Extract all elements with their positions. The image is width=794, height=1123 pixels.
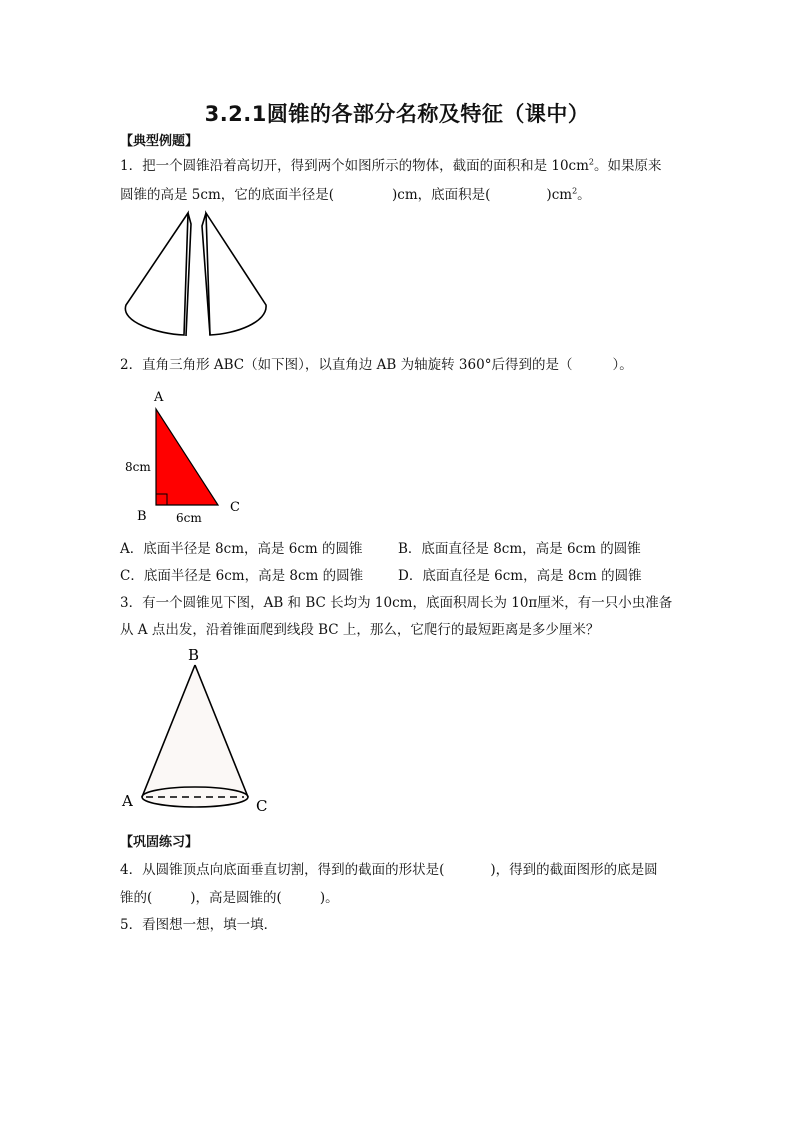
q4-text-height: )，高是圆锥的( (190, 890, 282, 906)
q2-option-c[interactable]: C．底面半径是 6cm，高是 8cm 的圆锥 (120, 568, 364, 584)
q3-cone-figure (118, 645, 278, 820)
label-b: B (137, 509, 147, 524)
right-half-cone (206, 213, 266, 335)
q5-line-1: 5．看图想一想，填一填． (120, 917, 278, 933)
label-c: C (256, 797, 268, 815)
left-half-cone (125, 213, 188, 335)
right-triangle-abc (156, 409, 218, 505)
label-side-bc: 6cm (176, 511, 202, 525)
q2-option-b[interactable]: B．底面直径是 8cm，高是 6cm 的圆锥 (398, 541, 641, 557)
q1-text-unit: )cm (546, 187, 573, 203)
q4-text: 4．从圆锥顶点向底面垂直切割，得到的截面的形状是( (120, 862, 445, 878)
q3-line-1: 3．有一个圆锥见下图，AB 和 BC 长均为 10cm，底面积周长为 10π厘米，有一只小虫准备 (120, 595, 673, 611)
q4-line-1 (120, 858, 658, 878)
q1-half-cones-figure (118, 210, 278, 338)
label-b: B (188, 646, 200, 664)
q4-text-end: )。 (319, 890, 339, 906)
q2-option-a[interactable]: A．底面半径是 8cm，高是 6cm 的圆锥 (120, 541, 363, 557)
q2-text: 2．直角三角形 ABC（如下图），以直角边 AB 为轴旋转 360°后得到的是（ (120, 357, 573, 373)
q4-text-mid: )，得到的截面图形的底是圆 (490, 862, 658, 878)
label-c: C (230, 500, 240, 515)
q1-text-area: )cm，底面积是( (392, 187, 491, 203)
q1-line-1 (120, 154, 662, 174)
q4-text-base: 锥的( (120, 890, 153, 906)
label-a: A (122, 792, 133, 810)
q1-text-end: 。如果原来 (594, 158, 662, 174)
q1-unit-superscript: 2 (572, 186, 578, 196)
q1-superscript: 2 (588, 157, 595, 167)
q1-text-period: 。 (577, 187, 591, 203)
q3-line-2: 从 A 点出发，沿着锥面爬到线段 BC 上，那么，它爬行的最短距离是多少厘米？ (120, 622, 600, 638)
page-title: 3.2.1圆锥的各部分名称及特征（课中） (204, 102, 590, 126)
q2-option-d[interactable]: D．底面直径是 6cm，高是 8cm 的圆锥 (398, 568, 642, 584)
q2-triangle-figure (120, 385, 260, 530)
q1-text: 1．把一个圆锥沿着高切开，得到两个如图所示的物体，截面的面积和是 10cm (120, 158, 589, 174)
cone-surface (142, 665, 248, 807)
q4-line-2 (120, 886, 339, 906)
q1-text-radius: 圆锥的高是 5cm，它的底面半径是( (120, 187, 335, 203)
q1-line-2 (120, 183, 591, 203)
section-heading-practice: 【巩固练习】 (120, 835, 199, 850)
label-a: A (154, 390, 164, 405)
q2-text-end: ）。 (612, 357, 633, 373)
section-heading-examples: 【典型例题】 (120, 134, 199, 149)
label-side-ab: 8cm (125, 460, 151, 474)
q2-stem (120, 353, 633, 373)
